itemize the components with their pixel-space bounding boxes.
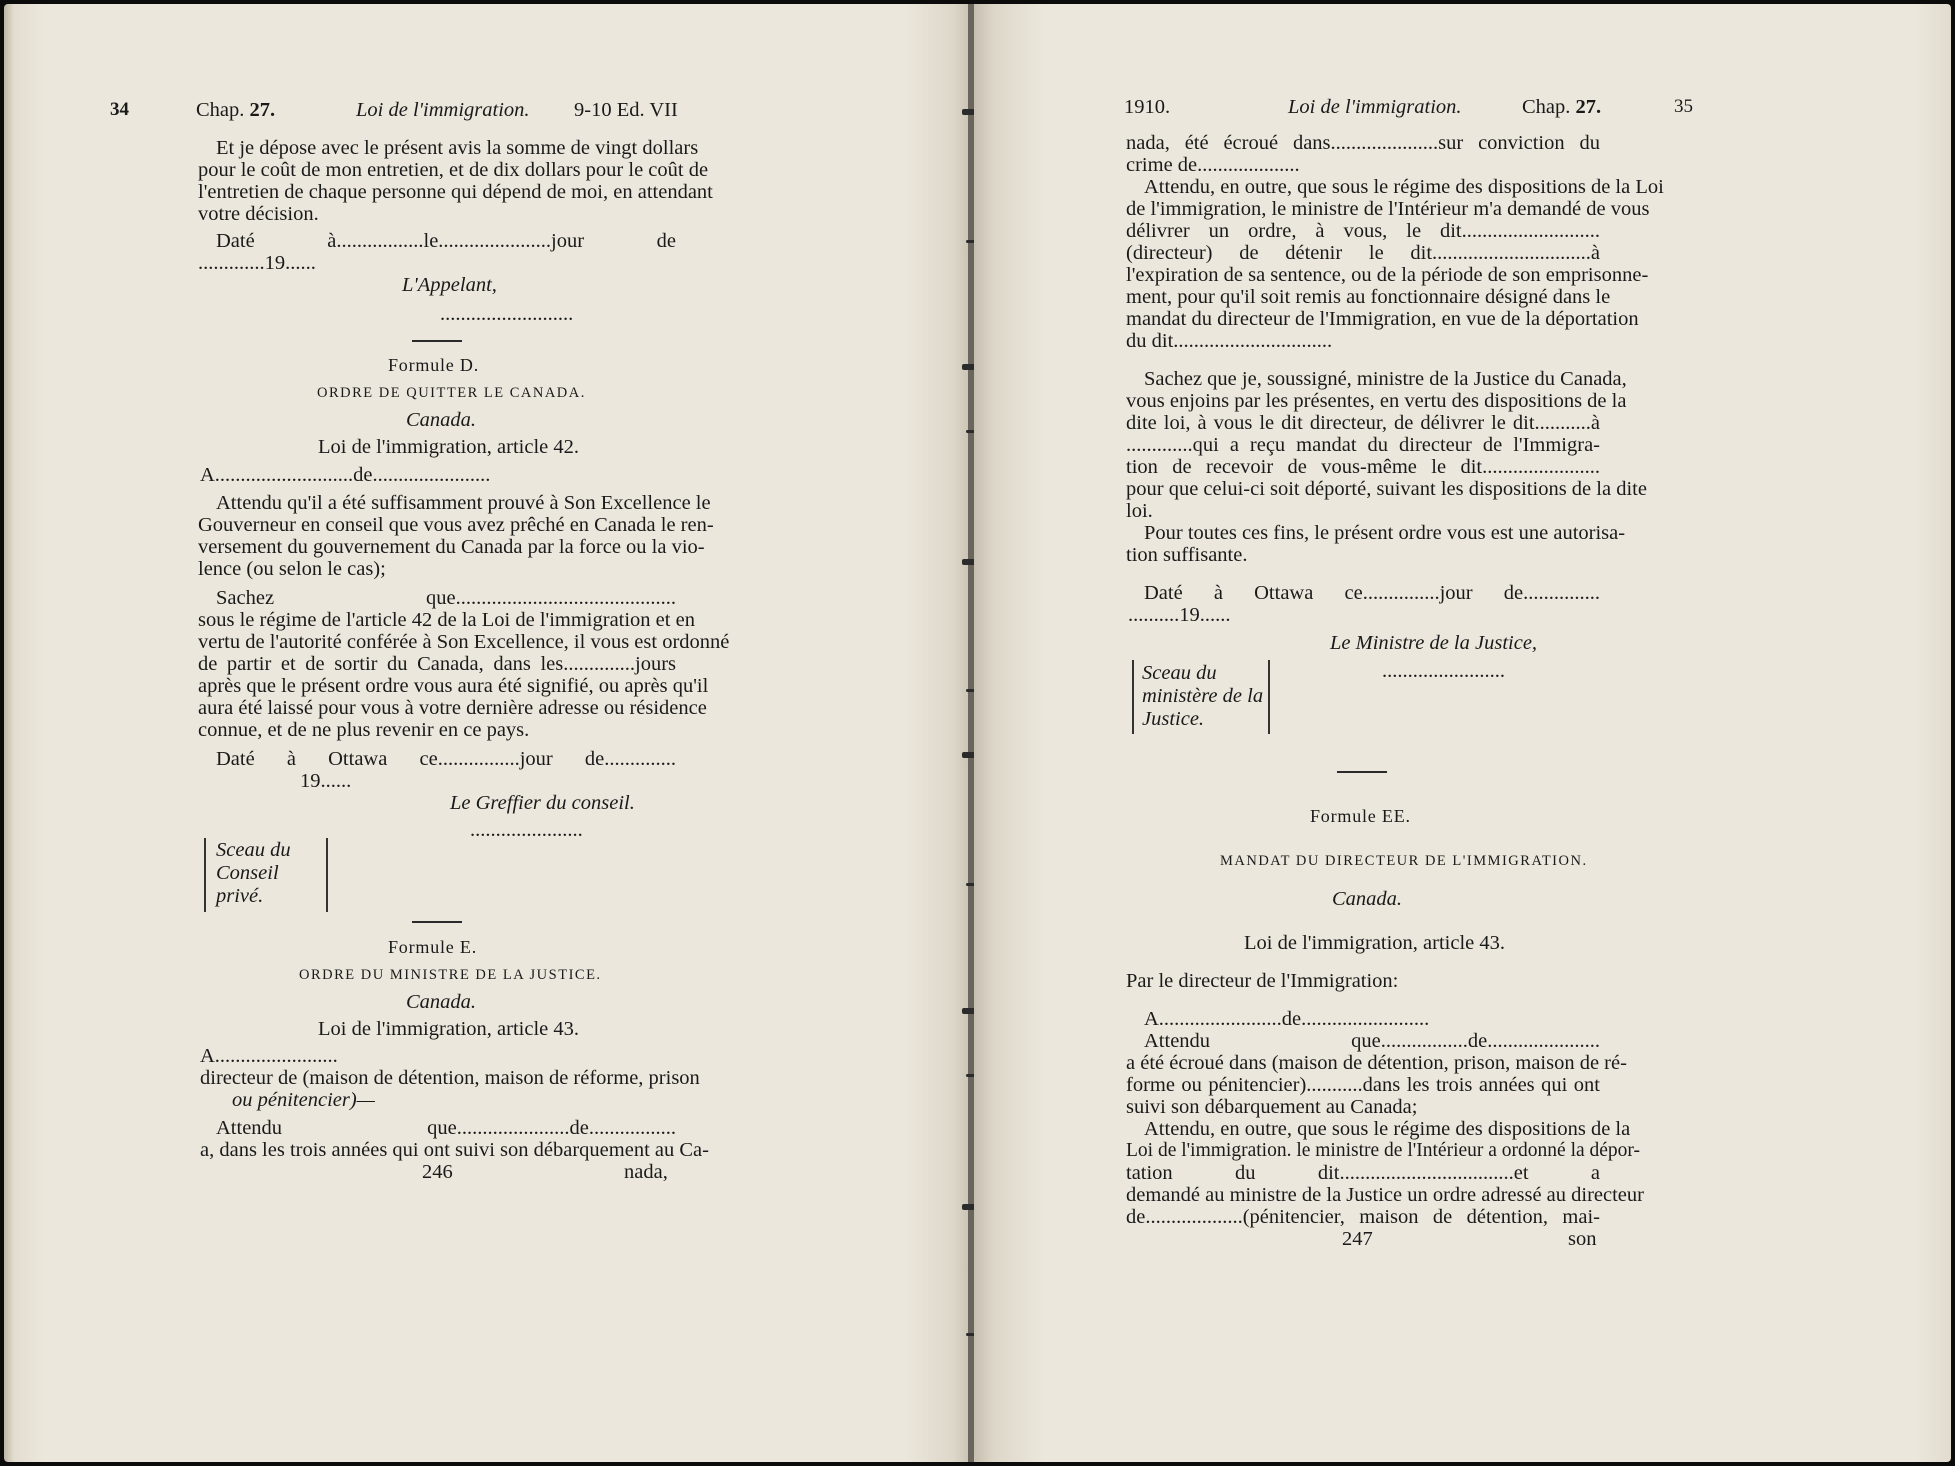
text-line: ou pénitencier)— xyxy=(232,1089,375,1111)
text-line: directeur de (maison de détention, maison de réforme, prison xyxy=(200,1067,700,1089)
text-line: lence (ou selon le cas); xyxy=(198,558,386,580)
section-divider xyxy=(1337,771,1387,773)
text-line: versement du gouvernement du Canada par la force ou la vio- xyxy=(198,536,705,558)
text-line: sous le régime de l'article 42 de la Loi de l'immigration et en xyxy=(198,609,695,631)
text-line: Attendu, en outre, que sous le régime des dispositions de la xyxy=(1144,1118,1631,1140)
catchword: nada, xyxy=(624,1161,668,1183)
running-header-title: Loi de l'immigration. xyxy=(1288,96,1462,118)
form-heading: Formule D. xyxy=(388,355,479,375)
signature-label: Le Ministre de la Justice, xyxy=(1330,632,1538,654)
text-line: tation du dit..................................et a xyxy=(1126,1162,1600,1184)
form-subheading: MANDAT DU DIRECTEUR DE L'IMMIGRATION. xyxy=(1220,853,1588,869)
running-header-reign: 9-10 Ed. VII xyxy=(574,99,678,121)
text-line: pour que celui-ci soit déporté, suivant les dispositions de la dite xyxy=(1126,478,1647,500)
signature-dots: ...................... xyxy=(470,819,583,841)
text-line: tion suffisante. xyxy=(1126,544,1248,566)
section-divider xyxy=(412,921,462,923)
text-line: de...................(pénitencier, maison de détention, mai- xyxy=(1126,1206,1600,1228)
form-subheading: ORDRE DU MINISTRE DE LA JUSTICE. xyxy=(299,967,602,983)
date-line: .............19...... xyxy=(198,252,316,274)
text-line: Gouverneur en conseil que vous avez prêché en Canada le ren- xyxy=(198,514,714,536)
text-line: l'entretien de chaque personne qui dépend de moi, en attendant xyxy=(198,181,713,203)
address-line: A...........................de....................... xyxy=(200,464,491,486)
law-reference: Loi de l'immigration, article 42. xyxy=(318,436,580,458)
right-page xyxy=(974,4,1951,1462)
text-line: Pour toutes ces fins, le présent ordre vous est une autorisa- xyxy=(1144,522,1626,544)
text-line: dite loi, à vous le dit directeur, de délivrer le dit...........à xyxy=(1126,412,1600,434)
text-line: (directeur) de détenir le dit...............................à xyxy=(1126,242,1600,264)
seal-bracket-left xyxy=(1132,660,1140,734)
text-line: ment, pour qu'il soit remis au fonctionnaire désigné dans le xyxy=(1126,286,1611,308)
text-line: nada, été écroué dans.....................sur conviction du xyxy=(1126,132,1600,154)
text-line: Attendu que......................de................. xyxy=(216,1117,676,1139)
country-label: Canada. xyxy=(1332,888,1403,910)
text-line: Attendu que.................de...................... xyxy=(1144,1030,1600,1052)
left-page xyxy=(4,4,970,1462)
text-line: après que le présent ordre vous aura été signifié, ou après qu'il xyxy=(198,675,709,697)
seal-text: privé. xyxy=(216,885,264,907)
country-label: Canada. xyxy=(406,409,477,431)
text-line: Loi de l'immigration. le ministre de l'Intérieur a ordonné la dépor- xyxy=(1126,1140,1641,1161)
seal-text: Sceau du xyxy=(216,839,291,861)
text-line: délivrer un ordre, à vous, le dit........................... xyxy=(1126,220,1600,242)
form-heading: Formule E. xyxy=(388,937,477,957)
text-line: de l'immigration, le ministre de l'Intérieur m'a demandé de vous xyxy=(1126,198,1650,220)
running-header-chapter: Chap. 27. xyxy=(1522,96,1602,118)
text-line: aura été laissé pour vous à votre dernière adresse ou résidence xyxy=(198,697,707,719)
text-line: Sachez que je, soussigné, ministre de la Justice du Canada, xyxy=(1144,368,1627,390)
text-line: votre décision. xyxy=(198,203,319,225)
date-line: Daté à.................le......................jour de xyxy=(216,230,676,252)
text-line: Sachez que........................................... xyxy=(216,587,676,609)
text-line: du dit............................... xyxy=(1126,330,1333,352)
signature-dots: ........................ xyxy=(1382,660,1505,682)
form-heading: Formule EE. xyxy=(1310,806,1411,826)
page-number: 35 xyxy=(1674,96,1693,117)
text-line: suivi son débarquement au Canada; xyxy=(1126,1096,1418,1118)
text-line: pour le coût de mon entretien, et de dix dollars pour le coût de xyxy=(198,159,709,181)
text-line: Attendu, en outre, que sous le régime des dispositions de la Loi xyxy=(1144,176,1664,198)
address-line: A........................de......................... xyxy=(1144,1008,1430,1030)
text-line: a été écroué dans (maison de détention, prison, maison de ré- xyxy=(1126,1052,1627,1074)
running-header-year: 1910. xyxy=(1124,96,1171,118)
text-line: mandat du directeur de l'Immigration, en vue de la déportation xyxy=(1126,308,1639,330)
text-line: a, dans les trois années qui ont suivi son débarquement au Ca- xyxy=(200,1139,709,1161)
footer-page-number: 247 xyxy=(1342,1228,1373,1250)
date-line: Daté à Ottawa ce...............jour de............... xyxy=(1144,582,1600,604)
book-spread xyxy=(4,4,1951,1462)
text-line: Attendu qu'il a été suffisamment prouvé à Son Excellence le xyxy=(216,492,711,514)
page-number: 34 xyxy=(110,99,129,120)
text-line: Et je dépose avec le présent avis la somme de vingt dollars xyxy=(216,137,699,159)
text-line: l'expiration de sa sentence, ou de la période de son emprisonne- xyxy=(1126,264,1649,286)
law-reference: Loi de l'immigration, article 43. xyxy=(318,1018,580,1040)
seal-text: ministère de la xyxy=(1142,685,1264,707)
seal-text: Justice. xyxy=(1142,708,1205,730)
text-line: connue, et de ne plus revenir en ce pays. xyxy=(198,719,530,741)
signature-label: Le Greffier du conseil. xyxy=(450,792,635,814)
running-header-title: Loi de l'immigration. xyxy=(356,99,530,121)
text-line: vertu de l'autorité conférée à Son Excellence, il vous est ordonné xyxy=(198,631,730,653)
seal-bracket-right xyxy=(1262,660,1270,734)
signature-dots: .......................... xyxy=(440,303,574,325)
section-divider xyxy=(412,340,462,342)
seal-bracket-right xyxy=(320,838,328,912)
footer-page-number: 246 xyxy=(422,1161,453,1183)
country-label: Canada. xyxy=(406,991,477,1013)
text-line: vous enjoins par les présentes, en vertu des dispositions de la xyxy=(1126,390,1627,412)
address-line: A........................ xyxy=(200,1045,338,1067)
date-line: Daté à Ottawa ce................jour de.............. xyxy=(216,748,676,770)
seal-text: Sceau du xyxy=(1142,662,1217,684)
running-header-chapter: Chap. 27. xyxy=(196,99,276,121)
text-line: tion de recevoir de vous-même le dit....................... xyxy=(1126,456,1600,478)
form-subheading: ORDRE DE QUITTER LE CANADA. xyxy=(317,385,586,401)
date-line: ..........19...... xyxy=(1128,604,1231,626)
text-line: .............qui a reçu mandat du directeur de l'Immigra- xyxy=(1126,434,1600,456)
date-line: 19...... xyxy=(300,770,352,792)
text-line: forme ou pénitencier)...........dans les trois années qui ont xyxy=(1126,1074,1600,1096)
text-line: Par le directeur de l'Immigration: xyxy=(1126,970,1399,992)
text-line: de partir et de sortir du Canada, dans les..............jours xyxy=(198,653,676,675)
seal-bracket-left xyxy=(204,838,212,912)
signature-label: L'Appelant, xyxy=(402,274,497,296)
law-reference: Loi de l'immigration, article 43. xyxy=(1244,932,1506,954)
text-line: crime de.................... xyxy=(1126,154,1300,176)
text-line: demandé au ministre de la Justice un ordre adressé au directeur xyxy=(1126,1184,1644,1206)
text-line: loi. xyxy=(1126,500,1153,522)
catchword: son xyxy=(1568,1228,1597,1250)
seal-text: Conseil xyxy=(216,862,279,884)
